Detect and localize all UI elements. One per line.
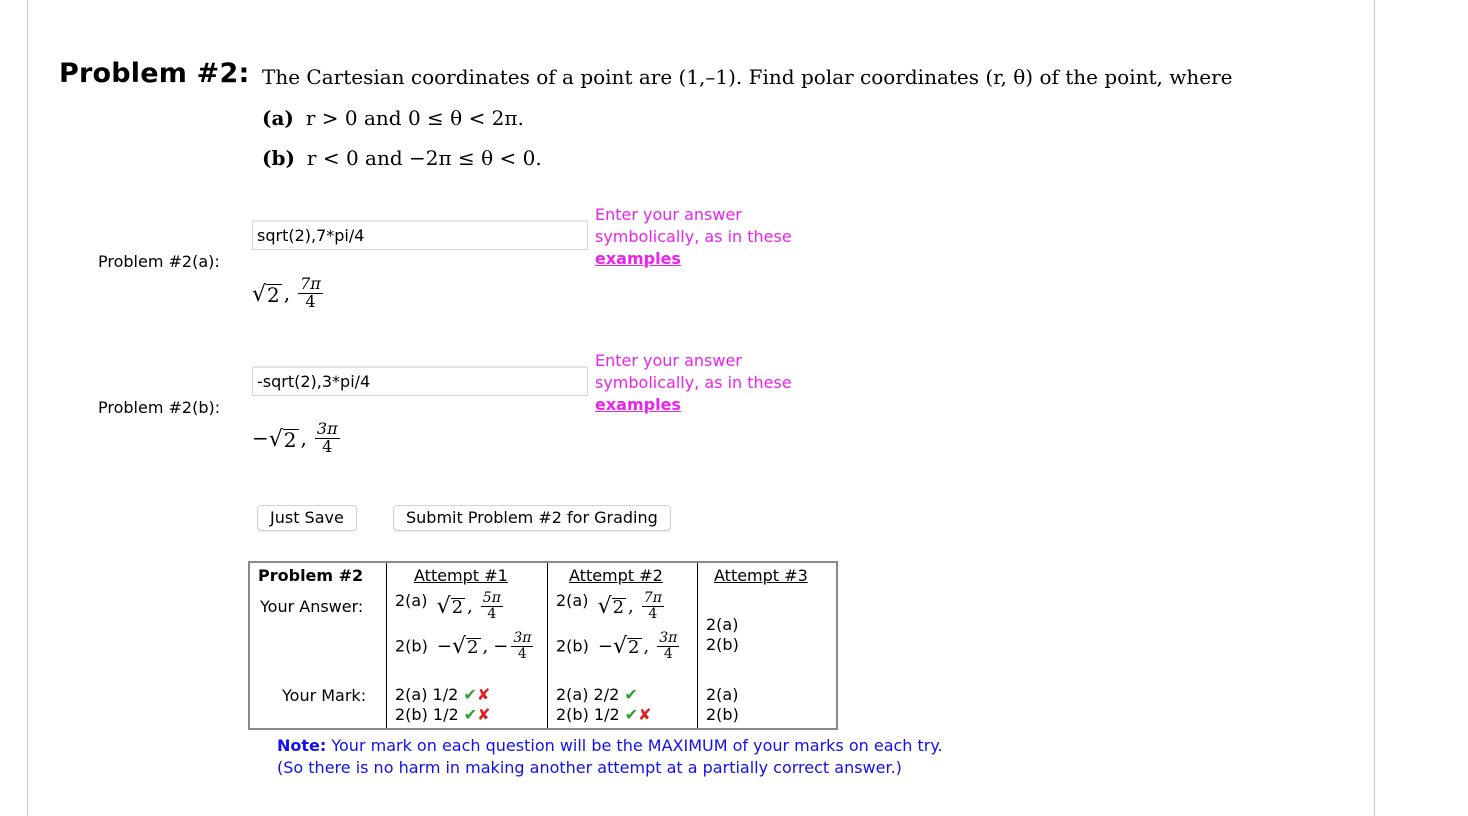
just-save-button[interactable]: Just Save bbox=[257, 505, 357, 531]
column-divider bbox=[697, 563, 698, 728]
problem-statement: The Cartesian coordinates of a point are (1,–1). Find polar coordinates (r, θ) of the point, where bbox=[262, 65, 1233, 89]
attempt-1-mark: 2(a) 1/2 ✔✘ 2(b) 1/2 ✔✘ bbox=[395, 685, 491, 724]
attempt-3-mark: 2(a) 2(b) bbox=[706, 685, 739, 724]
cross-icon: ✘ bbox=[638, 705, 652, 724]
submit-grading-button[interactable]: Submit Problem #2 for Grading bbox=[393, 505, 671, 531]
attempt-1-answer-b: 2(b) − √ 2 , − $\frac{3\pi}{4}$ bbox=[395, 630, 532, 662]
attempt-3-answer: 2(a) 2(b) bbox=[706, 615, 739, 654]
examples-link[interactable]: examples bbox=[595, 395, 681, 414]
answer-b-label: Problem #2(b): bbox=[98, 398, 221, 417]
part-b-label: (b) bbox=[262, 146, 295, 170]
attempts-header: Problem #2 bbox=[258, 566, 364, 585]
answer-a-hint bbox=[595, 204, 792, 270]
hint-line-1: Enter your answer bbox=[595, 205, 742, 224]
fraction: $\frac{3\pi}{4}$ bbox=[316, 419, 338, 456]
fraction: $\frac{7\pi}{4}$ bbox=[643, 590, 662, 622]
your-mark-label: Your Mark: bbox=[282, 686, 367, 705]
attempts-table bbox=[248, 561, 838, 730]
preview-sign: − bbox=[252, 426, 269, 451]
note-bold: Note: bbox=[277, 736, 327, 755]
column-divider bbox=[547, 563, 548, 728]
note-line-2: (So there is no harm in making another attempt at a partially correct answer.) bbox=[277, 758, 902, 777]
sqrt-symbol: √ 2 bbox=[268, 426, 297, 452]
part-a-label: (a) bbox=[262, 106, 294, 130]
column-divider bbox=[386, 563, 387, 728]
hint-line-2: symbolically, as in these bbox=[595, 227, 792, 246]
sqrt-symbol: √ 2 bbox=[613, 633, 640, 659]
part-a-line bbox=[262, 106, 524, 130]
examples-link[interactable]: examples bbox=[595, 249, 681, 268]
problem-title: Problem #2: bbox=[59, 58, 250, 89]
grading-note bbox=[277, 735, 943, 779]
hint-line-1: Enter your answer bbox=[595, 351, 742, 370]
fraction: $\frac{3\pi}{4}$ bbox=[513, 630, 532, 662]
attempt-1-answer-a: 2(a) √ 2 , $\frac{5\pi}{4}$ bbox=[395, 590, 501, 622]
part-b-condition: r < 0 and −2π ≤ θ < 0. bbox=[306, 146, 542, 170]
attempt-2-answer-b: 2(b) − √ 2 , $\frac{3\pi}{4}$ bbox=[556, 630, 678, 662]
check-icon: ✔ bbox=[624, 685, 638, 704]
attempt-1-header[interactable]: Attempt #1 bbox=[414, 566, 508, 585]
answer-a-label: Problem #2(a): bbox=[98, 252, 220, 271]
check-icon: ✔ bbox=[624, 705, 639, 724]
sqrt-symbol: √ 2 bbox=[436, 593, 464, 619]
cross-icon: ✘ bbox=[476, 685, 491, 704]
part-b-line bbox=[262, 146, 542, 170]
part-a-condition: r > 0 and 0 ≤ θ < 2π. bbox=[305, 106, 524, 130]
note-line-1: Your mark on each question will be the MAXIMUM of your marks on each try. bbox=[326, 736, 943, 755]
answer-b-hint bbox=[595, 350, 792, 416]
cross-icon: ✘ bbox=[477, 705, 491, 724]
sqrt-symbol: √ 2 bbox=[597, 593, 625, 619]
fraction: $\frac{5\pi}{4}$ bbox=[482, 590, 501, 622]
answer-a-input[interactable] bbox=[252, 220, 588, 250]
fraction: $\frac{3\pi}{4}$ bbox=[659, 630, 678, 662]
hint-line-2: symbolically, as in these bbox=[595, 373, 792, 392]
sqrt-symbol: √ 2 bbox=[252, 281, 280, 307]
check-icon: ✔ bbox=[463, 705, 478, 724]
sqrt-symbol: √ 2 bbox=[452, 633, 479, 659]
answer-a-preview: √ 2 , $\frac{7\pi}{4}$ bbox=[252, 274, 321, 311]
answer-b-input[interactable] bbox=[252, 366, 588, 396]
check-icon: ✔ bbox=[463, 685, 477, 704]
fraction: $\frac{7\pi}{4}$ bbox=[300, 274, 321, 311]
attempt-2-mark: 2(a) 2/2 ✔ 2(b) 1/2 ✔✘ bbox=[556, 685, 652, 724]
attempt-2-header[interactable]: Attempt #2 bbox=[569, 566, 663, 585]
attempt-3-header[interactable]: Attempt #3 bbox=[714, 566, 808, 585]
your-answer-label: Your Answer: bbox=[260, 597, 364, 616]
answer-b-preview: − √ 2 , $\frac{3\pi}{4}$ bbox=[252, 419, 338, 456]
attempt-2-answer-a: 2(a) √ 2 , $\frac{7\pi}{4}$ bbox=[556, 590, 662, 622]
